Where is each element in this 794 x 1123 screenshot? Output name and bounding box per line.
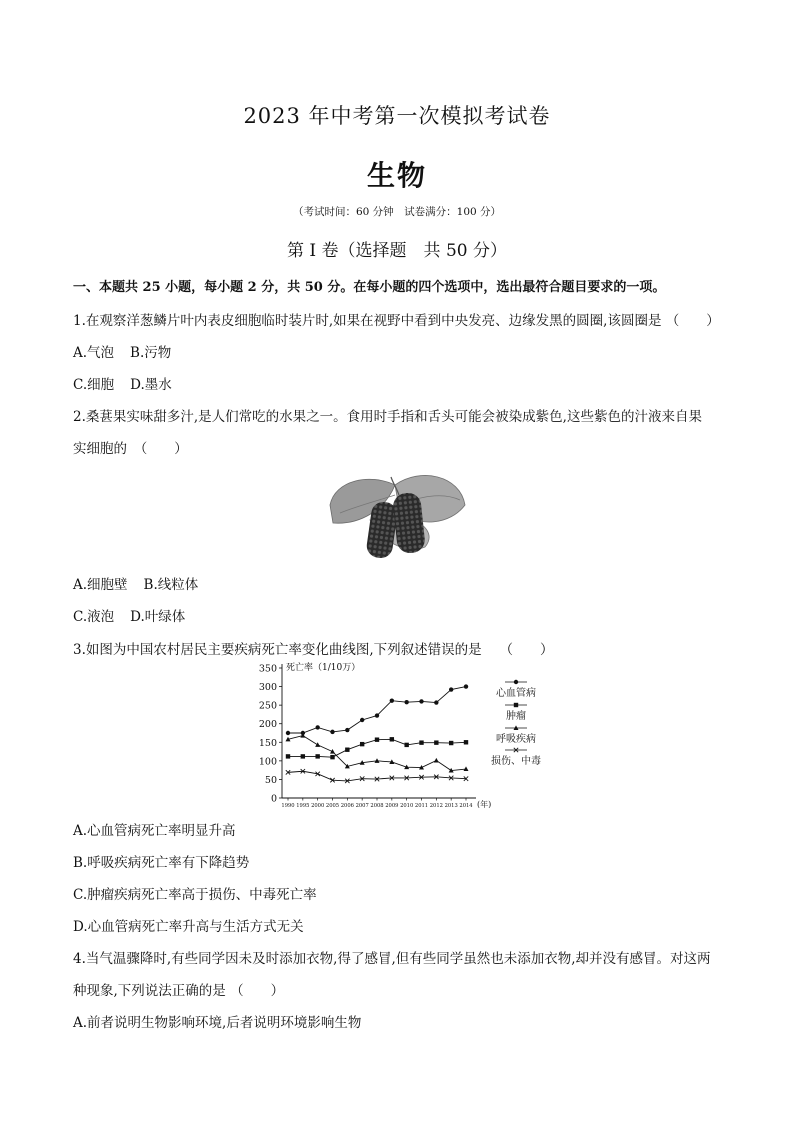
q3-option-d: D.心血管病死亡率升高与生活方式无关: [73, 919, 304, 935]
q2-option-b: B.线粒体: [143, 577, 199, 593]
q1-option-d: D.墨水: [130, 377, 172, 393]
data-point: [434, 700, 438, 704]
q4-stem-line1: 4.当气温骤降时,有些同学因未及时添加衣物,得了感冒,但有些同学虽然也未添加衣物,却并没有感冒。对这两: [73, 951, 711, 967]
x-tick-label: 2005: [325, 803, 340, 808]
q4-option-a: A.前者说明生物影响环境,后者说明环境影响生物: [73, 1015, 362, 1031]
data-point: [375, 737, 379, 741]
data-point: [315, 754, 319, 758]
x-tick-label: 2010: [400, 803, 414, 808]
data-point: [449, 687, 453, 691]
q3-stem: 3.如图为中国农村居民主要疾病死亡率变化曲线图,下列叙述错误的是 （ ）: [73, 642, 554, 658]
data-point: [390, 737, 394, 741]
q2-option-c: C.液泡: [73, 609, 115, 625]
y-tick-label: 350: [258, 663, 277, 675]
data-point: [345, 748, 349, 752]
data-point: [449, 741, 453, 745]
q2-option-a: A.细胞壁: [73, 577, 128, 593]
data-point: [345, 728, 349, 732]
instruction: 一、本题共 25 小题，每小题 2 分，共 50 分。在每小题的四个选项中，选出最符合题目要求的一项。: [73, 280, 666, 295]
mortality-chart-svg: [244, 658, 544, 808]
y-tick-label: 250: [258, 700, 277, 712]
q2-option-d: D.叶绿体: [130, 609, 186, 625]
x-tick-label: 2014: [459, 803, 473, 808]
exam-info: （考试时间：60 分钟 试卷满分：100 分）: [292, 206, 502, 218]
y-tick-label: 200: [258, 719, 277, 731]
q3-option-b: B.呼吸疾病死亡率有下降趋势: [73, 855, 250, 871]
q1-options-row1: [73, 341, 171, 361]
legend-label: 心血管病: [496, 688, 536, 699]
data-point: [404, 743, 408, 747]
data-point: [286, 754, 290, 758]
data-point: [360, 718, 364, 722]
x-tick-label: 2012: [429, 803, 443, 808]
legend-label: 损伤、中毒: [491, 756, 541, 767]
data-point: [315, 742, 320, 747]
q1-option-b: B.污物: [130, 345, 172, 361]
exam-title: 2023 年中考第一次模拟考试卷: [243, 104, 551, 128]
series-line-2: [288, 739, 466, 757]
q1-option-a: A.气泡: [73, 345, 115, 361]
q1-options-row2: [73, 373, 172, 393]
legend-marker: [514, 703, 518, 707]
legend-label: 肿瘤: [506, 711, 526, 722]
data-point: [464, 740, 468, 744]
x-tick-label: 2013: [444, 803, 458, 808]
data-point: [419, 699, 423, 703]
q4-stem-line2: 种现象,下列说法正确的是 （ ）: [73, 983, 285, 999]
subject-title: 生物: [366, 159, 427, 192]
data-point: [434, 740, 438, 744]
x-tick-label: 1995: [296, 803, 310, 808]
data-point: [434, 758, 439, 763]
mulberry-image: [325, 465, 470, 565]
data-point: [315, 725, 319, 729]
y-tick-label: 50: [264, 774, 277, 786]
y-tick-label: 0: [270, 793, 277, 805]
x-tick-label: 2009: [385, 803, 399, 808]
data-point: [301, 754, 305, 758]
mortality-chart: [244, 658, 544, 808]
q2-options-row1: [73, 573, 198, 593]
legend-label: 呼吸疾病: [496, 734, 536, 745]
x-tick-label: 2011: [414, 803, 429, 808]
data-point: [464, 684, 468, 688]
q2-stem-line1: 2.桑葚果实味甜多汁,是人们常吃的水果之一。食用时手指和舌头可能会被染成紫色,这些紫色的汁液来自果: [73, 409, 702, 425]
q3-option-c: C.肿瘤疾病死亡率高于损伤、中毒死亡率: [73, 887, 317, 903]
x-tick-label: 2008: [370, 803, 384, 808]
data-point: [286, 731, 290, 735]
q2-options-row2: [73, 605, 185, 625]
x-tick-label: 1990: [281, 803, 295, 808]
q2-stem-line2: 实细胞的 （ ）: [73, 441, 188, 457]
q1-option-c: C.细胞: [73, 377, 115, 393]
data-point: [419, 740, 423, 744]
x-axis-label: (年): [477, 800, 492, 808]
data-point: [330, 755, 334, 759]
y-axis-label: 死亡率（1/10万）: [286, 663, 361, 673]
x-tick-label: 2000: [311, 803, 325, 808]
legend-marker: [514, 680, 518, 684]
data-point: [390, 698, 394, 702]
y-tick-label: 300: [258, 682, 277, 694]
section-title: 第 I 卷（选择题 共 50 分）: [287, 241, 507, 261]
y-tick-label: 100: [258, 756, 277, 768]
q1-stem: 1.在观察洋葱鳞片叶内表皮细胞临时装片时,如果在视野中看到中央发亮、边缘发黑的圆圈,该圆圈是 （ ）: [73, 313, 720, 329]
data-point: [404, 700, 408, 704]
data-point: [375, 713, 379, 717]
x-tick-label: 2007: [355, 803, 369, 808]
x-tick-label: 2006: [340, 803, 354, 808]
data-point: [330, 730, 334, 734]
data-point: [464, 766, 469, 771]
data-point: [360, 742, 364, 746]
series-line-1: [288, 687, 466, 733]
y-tick-label: 150: [258, 737, 277, 749]
q3-option-a: A.心血管病死亡率明显升高: [73, 823, 236, 839]
